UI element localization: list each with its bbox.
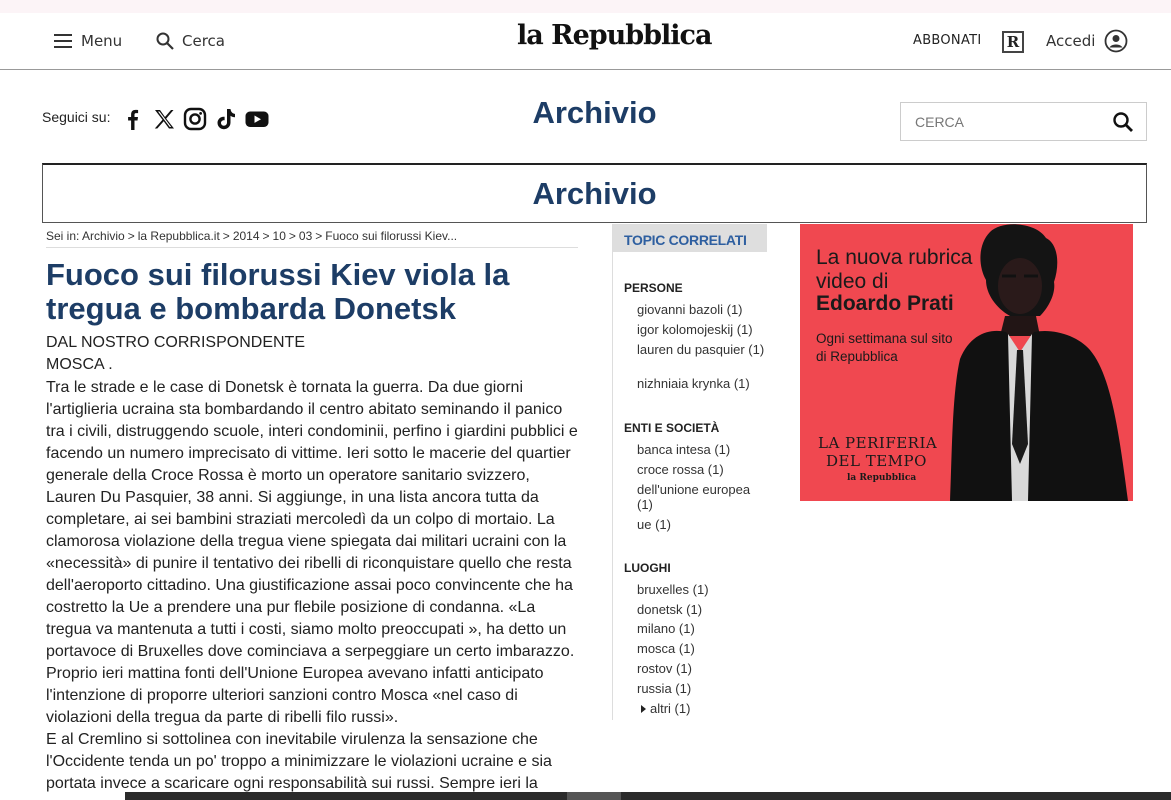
- topic-section-title: PERSONE: [624, 281, 683, 295]
- breadcrumb: [46, 229, 578, 248]
- topic-link[interactable]: nizhniaia krynka (1): [637, 376, 750, 391]
- promo-line: La nuova rubrica: [816, 246, 973, 269]
- archive-banner-title: Archivio: [532, 176, 657, 211]
- search-icon[interactable]: [1112, 111, 1134, 133]
- topic-link[interactable]: croce rossa (1): [637, 462, 724, 477]
- topic-link[interactable]: mosca (1): [637, 641, 695, 656]
- bottom-bar: [125, 792, 1171, 800]
- promo-show-title: DEL TEMPO: [826, 452, 927, 470]
- breadcrumb-separator: >: [262, 229, 270, 243]
- topic-link[interactable]: russia (1): [637, 681, 692, 696]
- breadcrumb-current: Fuoco sui filorussi Kiev...: [325, 229, 458, 243]
- topic-more-label: altri (1): [650, 701, 691, 716]
- archive-search-input[interactable]: [901, 103, 1101, 140]
- promo-line: Ogni settimana sul sito: [816, 331, 953, 346]
- breadcrumb-item[interactable]: 03: [298, 229, 313, 243]
- subscribe-link[interactable]: ABBONATI: [913, 33, 982, 48]
- site-header: [0, 13, 1171, 70]
- breadcrumb-prefix: Sei in:: [46, 229, 80, 243]
- article-dateline: MOSCA .: [46, 356, 113, 373]
- top-strip: [0, 0, 1171, 13]
- topic-link[interactable]: igor kolomojeskij (1): [637, 322, 753, 337]
- archive-banner: [42, 163, 1147, 223]
- promo-show-title: LA PERIFERIA: [818, 434, 938, 452]
- caret-right-icon: [641, 705, 646, 713]
- menu-button[interactable]: [54, 32, 122, 50]
- related-topics-heading: TOPIC CORRELATI: [613, 224, 767, 252]
- repubblica-r-icon[interactable]: R: [1002, 31, 1024, 53]
- article-headline: Fuoco sui filorussi Kiev viola la tregua e bombarda Donetsk: [46, 257, 510, 326]
- topic-link[interactable]: donetsk (1): [637, 602, 703, 617]
- user-icon[interactable]: [1104, 29, 1128, 53]
- presenter-photo: [950, 224, 1133, 501]
- promo-banner[interactable]: [800, 224, 1133, 501]
- menu-label: Menu: [81, 32, 123, 50]
- breadcrumb-item[interactable]: 2014: [232, 229, 260, 243]
- article-paragraph: E al Cremlino si sottolinea con inevitabile virulenza la sensazione che l'Occidente tenda un po' troppo a minimizzare le violazioni ucraine e sia portata invece a scaricare ogni responsabilità sui russi. Sempre ieri la: [46, 731, 552, 792]
- search-label: Cerca: [182, 32, 225, 50]
- topic-link[interactable]: bruxelles (1): [637, 582, 709, 597]
- article-byline: DAL NOSTRO CORRISPONDENTE: [46, 334, 305, 351]
- breadcrumb-item[interactable]: Archivio: [82, 229, 125, 243]
- topic-link[interactable]: lauren du pasquier (1): [637, 342, 765, 357]
- follow-label: Seguici su:: [42, 109, 111, 125]
- hamburger-icon: [54, 34, 72, 48]
- article-body: [46, 377, 584, 795]
- section-title: Archivio: [532, 95, 657, 130]
- search-button[interactable]: [156, 32, 225, 50]
- breadcrumb-separator: >: [222, 229, 230, 243]
- breadcrumb-item[interactable]: la Repubblica.it: [137, 229, 220, 243]
- topic-section-title: ENTI E SOCIETÀ: [624, 421, 720, 435]
- topic-link[interactable]: ue (1): [637, 517, 671, 532]
- archive-search: [900, 102, 1147, 141]
- topic-link[interactable]: milano (1): [637, 621, 695, 636]
- scroll-indicator[interactable]: [567, 792, 621, 800]
- promo-author: Edoardo Prati: [816, 292, 954, 315]
- topic-link[interactable]: rostov (1): [637, 661, 692, 676]
- article-paragraph: Tra le strade e le case di Donetsk è tornata la guerra. Da due giorni l'artiglieria ucraina sta bombardando il centro abitato seminando il panico tra i civili, distruggendo scuole, interi condominii, perfino i giardini pubblici e facendo un numero imprecisato di vittime. Ieri sotto le macerie del quartier generale della Croce Rossa è morto un operatore sanitario svizzero, Lauren Du Pasquier, 38 anni. Si aggiunge, in una lista ancora tutta da completare, ai sei bambini straziati mercoledì da un colpo di mortaio. La clamorosa violazione della tregua viene spiegata dai militari ucraini con la «necessità» di punire il tentativo dei ribelli di riconquistare quello che resta dell'aeroporto cittadino. Una giustificazione assai poco convincente che ha costretto la Ue a prendere una pur flebile posizione di condanna. «La tregua va mantenuta a tutti i costi, siamo molto preoccupati », ha detto un portavoce di Bruxelles dove cominciava a serpeggiare un certo imbarazzo. Proprio ieri mattina fonti dell'Unione Europea avevano infatti anticipato l'intenzione di proporre ulteriori sanzioni contro Mosca «nel caso di violazioni della tregua da parte di ribelli filo russi».: [46, 379, 578, 726]
- breadcrumb-separator: >: [288, 229, 296, 243]
- topic-link[interactable]: dell'unione europea (1): [637, 482, 751, 512]
- breadcrumb-separator: >: [127, 229, 135, 243]
- related-topics-panel: [612, 224, 767, 720]
- topic-section-title: LUOGHI: [624, 561, 671, 575]
- promo-line: di Repubblica: [816, 349, 898, 364]
- topic-link[interactable]: giovanni bazoli (1): [637, 302, 743, 317]
- topic-link[interactable]: banca intesa (1): [637, 442, 731, 457]
- search-icon: [156, 32, 174, 50]
- site-logo[interactable]: la Repubblica: [517, 20, 712, 51]
- topic-more-toggle[interactable]: [641, 701, 690, 716]
- promo-line: video di: [816, 270, 889, 293]
- breadcrumb-item[interactable]: 10: [272, 229, 286, 243]
- login-link[interactable]: Accedi: [1046, 32, 1096, 50]
- promo-brand: la Repubblica: [847, 473, 917, 483]
- breadcrumb-separator: >: [315, 229, 323, 243]
